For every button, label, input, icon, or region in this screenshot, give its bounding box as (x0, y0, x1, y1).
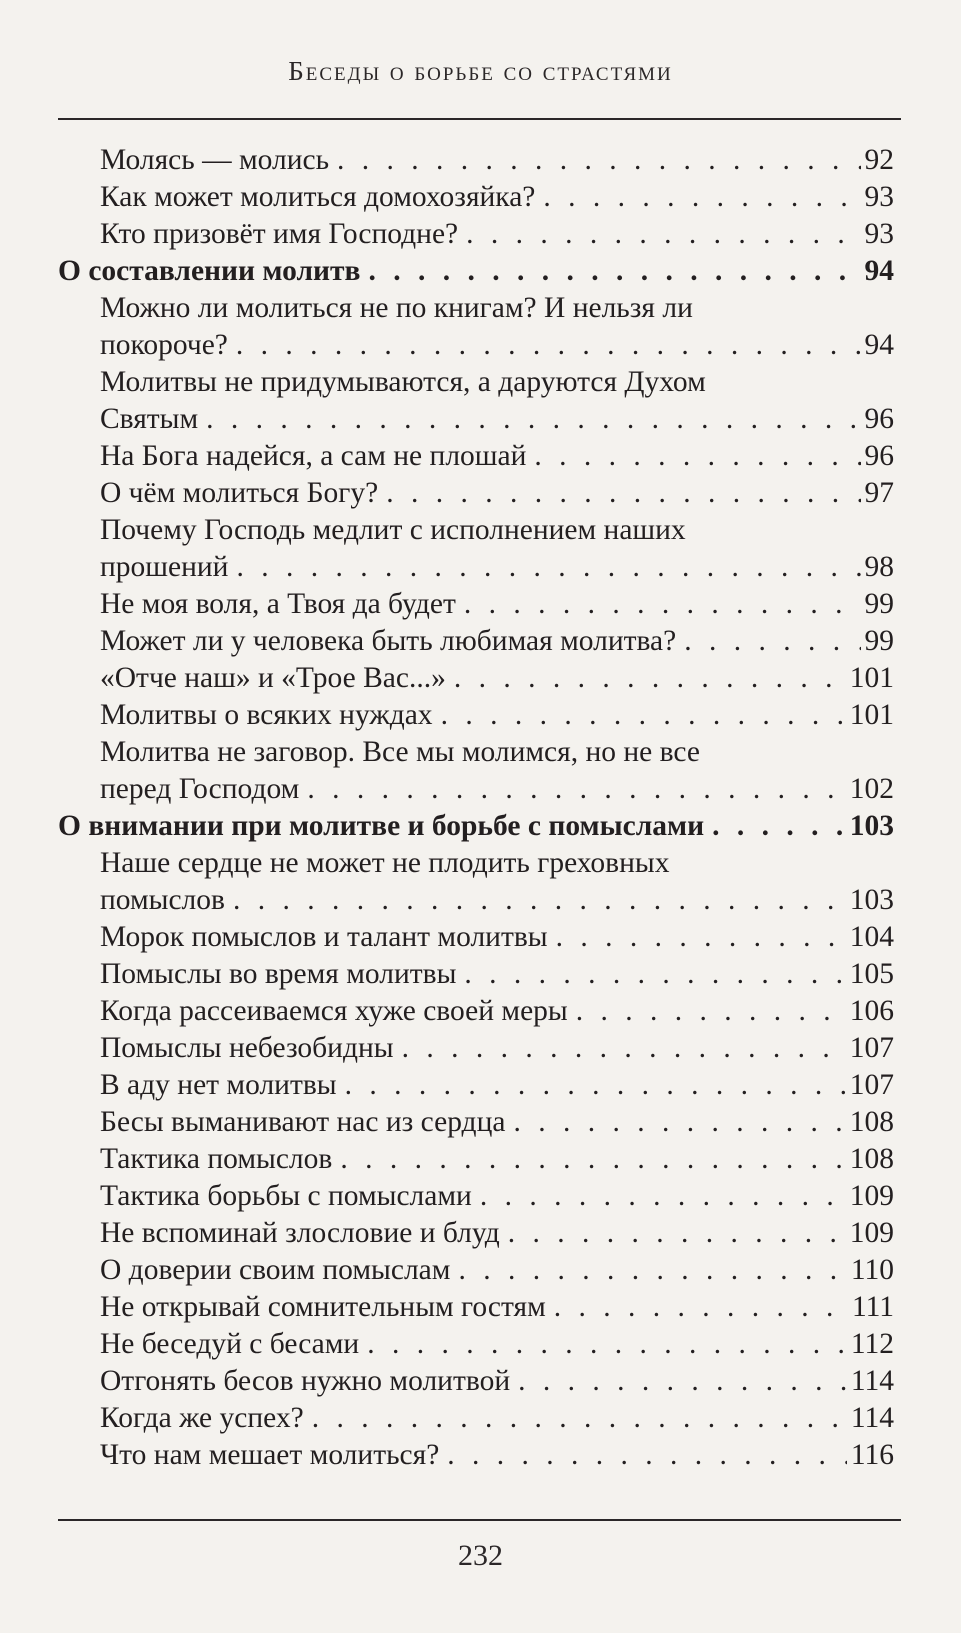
toc-entry-title: О внимании при молитве и борьбе с помыслами (58, 810, 705, 842)
dot-leader (576, 993, 846, 1030)
toc-entry (58, 364, 894, 438)
dot-leader (206, 401, 860, 438)
toc-entry-title: В аду нет молитвы (100, 1069, 337, 1101)
dot-leader (337, 142, 860, 179)
toc-entry-title: помыслов (100, 884, 225, 916)
toc-entry-page: 108 (849, 1106, 894, 1138)
toc-entry-page: 108 (849, 1143, 894, 1175)
dot-leader (402, 1030, 846, 1067)
dot-leader (236, 327, 861, 364)
toc-entry-title: Что нам мешает молиться? (100, 1439, 440, 1471)
toc-entry-title: Тактика борьбы с помыслами (100, 1180, 472, 1212)
dot-leader (233, 882, 846, 919)
dot-leader (447, 1437, 847, 1474)
toc-entry (58, 1178, 894, 1215)
toc-entry-title: Бесы выманивают нас из сердца (100, 1106, 506, 1138)
toc-entry-title: Кто призовёт имя Господне? (100, 218, 459, 250)
toc-entry (58, 290, 894, 364)
toc-entry-title: О составлении молитв (58, 255, 361, 287)
toc-section-entry (58, 253, 894, 290)
toc-entry-title: Когда рассеиваемся хуже своей меры (100, 995, 568, 1027)
toc-entry (58, 697, 894, 734)
dot-leader (518, 1363, 847, 1400)
toc-entry-page: 93 (864, 218, 894, 250)
toc-entry-title-line: Наше сердце не может не плодить греховных (100, 847, 670, 879)
toc-entry-page: 112 (850, 1328, 894, 1360)
toc-entry-title: Помыслы во время молитвы (100, 958, 457, 990)
toc-entry-title-line: Почему Господь медлит с исполнением наших (100, 514, 686, 546)
toc-entry (58, 734, 894, 808)
toc-entry (58, 1067, 894, 1104)
toc-entry (58, 845, 894, 919)
toc-entry-page: 114 (850, 1365, 894, 1397)
toc-entry (58, 216, 894, 253)
toc-entry (58, 1363, 894, 1400)
dot-leader (464, 956, 845, 993)
toc-entry (58, 142, 894, 179)
toc-entry (58, 1326, 894, 1363)
toc-entry-page: 96 (864, 440, 894, 472)
toc-entry-title: О чём молиться Богу? (100, 477, 379, 509)
dot-leader (386, 475, 860, 512)
dot-leader (556, 919, 846, 956)
dot-leader (307, 771, 845, 808)
toc-entry-page: 107 (849, 1032, 894, 1064)
toc-entry (58, 1030, 894, 1067)
toc-entry (58, 1104, 894, 1141)
toc-entry-page: 92 (864, 144, 894, 176)
toc-entry-page: 105 (849, 958, 894, 990)
dot-leader (312, 1400, 847, 1437)
toc-entry-title-line: Молитва не заговор. Все мы молимся, но не все (100, 736, 700, 768)
toc-entry (58, 1400, 894, 1437)
toc-entry-page: 103 (849, 884, 894, 916)
toc-entry-page: 103 (849, 810, 894, 842)
dot-leader (458, 1252, 846, 1289)
toc-entry-title: Может ли у человека быть любимая молитва? (100, 625, 677, 657)
toc-entry-page: 110 (850, 1254, 894, 1286)
toc-entry (58, 623, 894, 660)
toc-entry-title: Молитвы о всяких нуждах (100, 699, 433, 731)
toc-entry (58, 1437, 894, 1474)
toc-entry-title: Морок помыслов и талант молитвы (100, 921, 548, 953)
toc-entry (58, 1141, 894, 1178)
toc-entry-page: 107 (849, 1069, 894, 1101)
toc-section-entry (58, 808, 894, 845)
dot-leader (684, 623, 860, 660)
toc-entry (58, 956, 894, 993)
toc-entry-page: 96 (864, 403, 894, 435)
toc-entry (58, 475, 894, 512)
toc-entry (58, 512, 894, 586)
toc-entry-page: 101 (849, 699, 894, 731)
toc-entry-title: Не открывай сомнительным гостям (100, 1291, 546, 1323)
dot-leader (454, 660, 846, 697)
toc-entry-page: 98 (864, 551, 894, 583)
toc-entry-title: прошений (100, 551, 229, 583)
header-rule (58, 118, 901, 120)
toc-entry (58, 438, 894, 475)
toc-entry-page: 104 (849, 921, 894, 953)
toc-entry-title: Не моя воля, а Твоя да будет (100, 588, 456, 620)
toc-entry-title-line: Можно ли молиться не по книгам? И нельзя ли (100, 292, 693, 324)
dot-leader (464, 586, 861, 623)
toc-entry-title: «Отче наш» и «Трое Вас...» (100, 662, 446, 694)
dot-leader (508, 1215, 846, 1252)
toc-entry-page: 111 (851, 1291, 894, 1323)
dot-leader (554, 1289, 848, 1326)
dot-leader (534, 438, 860, 475)
footer-rule (58, 1519, 901, 1521)
toc-entry-title: Не вспоминай злословие и блуд (100, 1217, 500, 1249)
toc-entry-title: О доверии своим помыслам (100, 1254, 451, 1286)
toc-entry-page: 94 (864, 255, 894, 287)
dot-leader (441, 697, 846, 734)
toc-entry-title-line: Молитвы не придумываются, а даруются Духом (100, 366, 706, 398)
dot-leader (367, 1326, 847, 1363)
toc-entry-page: 93 (864, 181, 894, 213)
toc-entry-title: Не беседуй с бесами (100, 1328, 360, 1360)
toc-entry-title: покороче? (100, 329, 228, 361)
dot-leader (513, 1104, 845, 1141)
dot-leader (236, 549, 860, 586)
toc-entry-title: Как может молиться домохозяйка? (100, 181, 536, 213)
toc-entry-title: Помыслы небезобидны (100, 1032, 394, 1064)
toc-entry-page: 116 (850, 1439, 894, 1471)
toc-entry-title: Святым (100, 403, 199, 435)
toc-entry-page: 99 (864, 588, 894, 620)
toc-entry-title: Молясь — молись (100, 144, 330, 176)
toc-entry-title: перед Господом (100, 773, 300, 805)
dot-leader (368, 253, 860, 290)
toc-entry-page: 106 (849, 995, 894, 1027)
dot-leader (340, 1141, 845, 1178)
toc-entry (58, 919, 894, 956)
dot-leader (543, 179, 860, 216)
toc-entry (58, 1215, 894, 1252)
toc-entry-page: 109 (849, 1180, 894, 1212)
dot-leader (466, 216, 860, 253)
toc-entry (58, 1289, 894, 1326)
running-head: Беседы о борьбе со страстями (288, 56, 673, 86)
toc-entry-title: Тактика помыслов (100, 1143, 333, 1175)
toc-entry-title: На Бога надейся, а сам не плошай (100, 440, 527, 472)
toc-entry (58, 586, 894, 623)
toc-entry-page: 101 (849, 662, 894, 694)
toc-entry (58, 993, 894, 1030)
table-of-contents (58, 142, 894, 1474)
toc-entry-page: 94 (864, 329, 894, 361)
toc-entry-page: 99 (864, 625, 894, 657)
toc-entry-page: 114 (850, 1402, 894, 1434)
dot-leader (480, 1178, 846, 1215)
dot-leader (345, 1067, 846, 1104)
toc-entry-title: Отгонять бесов нужно молитвой (100, 1365, 511, 1397)
dot-leader (712, 808, 846, 845)
toc-entry (58, 1252, 894, 1289)
toc-entry-title: Когда же успех? (100, 1402, 304, 1434)
page-number: 232 (458, 1539, 503, 1572)
toc-entry-page: 109 (849, 1217, 894, 1249)
toc-entry-page: 97 (864, 477, 894, 509)
toc-entry-page: 102 (849, 773, 894, 805)
toc-entry (58, 179, 894, 216)
toc-entry (58, 660, 894, 697)
